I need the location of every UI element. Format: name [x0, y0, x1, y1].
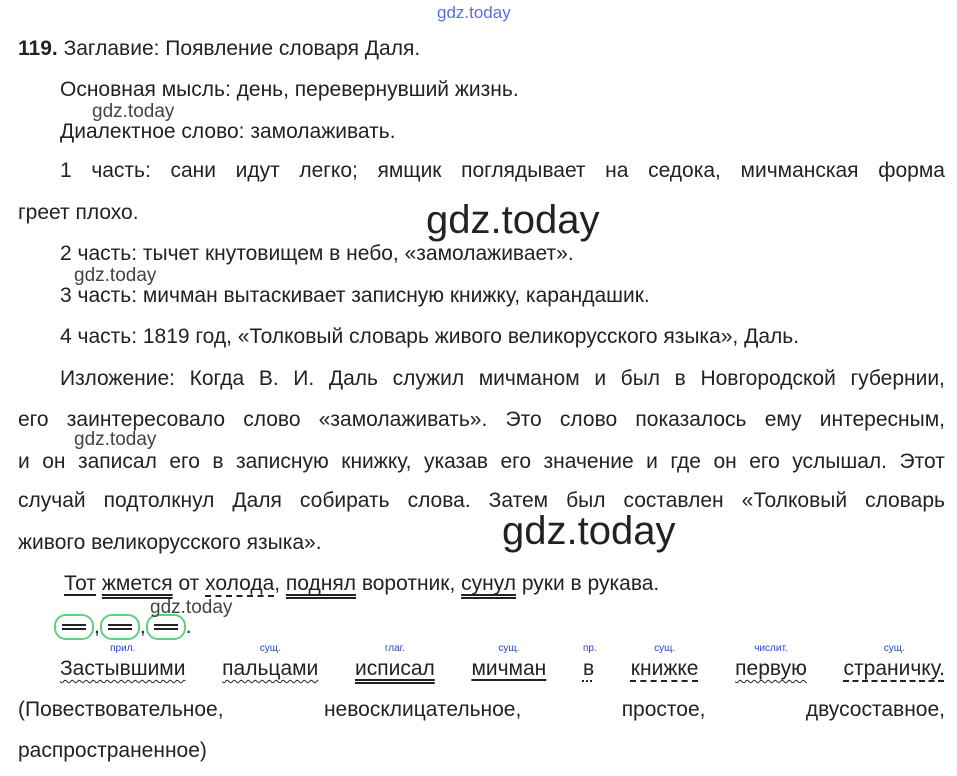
watermark-top: gdz.today — [437, 3, 511, 22]
pos-label: сущ. — [498, 643, 520, 654]
predicate-sunul: сунул — [461, 572, 517, 595]
retelling3-word: указав — [423, 450, 489, 473]
retelling2-word: показалось — [635, 408, 747, 431]
main-idea: Основная мысль: день, перевернувший жизнь. — [60, 78, 519, 101]
retelling4-word: подтолкнул — [103, 489, 215, 512]
sentence2-word-text: страничку. — [843, 657, 945, 680]
exercise-title-line — [18, 36, 420, 62]
sentence2-word-text: Застывшими — [60, 657, 186, 680]
retelling-line3 — [18, 449, 945, 475]
predicate-zhmetsya: жмется — [101, 572, 173, 595]
watermark-small-1: gdz.today — [92, 101, 175, 122]
retelling1-word: служил — [392, 367, 465, 390]
analysis-word: простое, — [621, 698, 706, 721]
predicate-oval-1 — [54, 614, 94, 640]
retelling3-word: Этот — [899, 450, 945, 473]
retelling2-word: заинтересовало — [66, 408, 226, 431]
part1-word: поглядывает — [461, 159, 586, 182]
part1-word: часть: — [91, 159, 151, 182]
retelling3-word: в — [212, 450, 224, 473]
watermark-large-2: gdz.today — [502, 509, 676, 553]
watermark-small-4: gdz.today — [150, 597, 233, 618]
part4: 4 часть: 1819 год, «Толковый словарь живого великорусского языка», Даль. — [60, 325, 800, 348]
part1-word: ямщик — [377, 159, 442, 182]
watermark-small-2: gdz.today — [74, 265, 157, 286]
retelling3-word: его — [500, 450, 532, 473]
sentence2-word — [354, 643, 435, 682]
analysis-word: двусоставное, — [805, 698, 945, 721]
retelling2-word: его — [18, 408, 49, 431]
sentence2-word — [843, 643, 945, 682]
sentence2-word-text: в — [582, 657, 595, 680]
part1-word: на — [605, 159, 629, 182]
retelling4-word: Затем — [488, 489, 549, 512]
watermark-small-3: gdz.today — [74, 429, 157, 450]
pos-label: числит. — [754, 643, 788, 654]
sentence2-word — [222, 643, 319, 682]
comma-1: , — [274, 572, 286, 595]
retelling3-word: его — [749, 450, 780, 473]
retelling1-word: в — [674, 367, 686, 390]
exercise-title: Заглавие: Появление словаря Даля. — [63, 37, 421, 60]
subject-tot: Тот — [64, 572, 97, 595]
part1-word: седока, — [648, 159, 721, 182]
analysis-word: (Повествовательное, — [18, 698, 224, 721]
pos-label: сущ. — [654, 643, 676, 654]
retelling3-word: его — [169, 450, 200, 473]
pos-label: сущ. — [259, 643, 281, 654]
predicate-podnyal: поднял — [285, 572, 356, 595]
retelling3-word: значение — [543, 450, 634, 473]
retelling1-word: Даль — [328, 367, 378, 390]
retelling4-word: составлен — [623, 489, 724, 512]
retelling4-word: был — [566, 489, 606, 512]
retelling3-word: записную — [236, 450, 329, 473]
retelling3-word: где — [670, 450, 701, 473]
retelling1-word: В. — [258, 367, 279, 390]
sentence-1 — [64, 571, 659, 597]
retelling4-word: «Толковый — [741, 489, 848, 512]
text-ruki: руки в рукава. — [516, 572, 660, 595]
sentence2-word-text: мичман — [471, 657, 547, 680]
retelling3-word: он — [42, 450, 66, 473]
retelling2-word: «замолаживать». — [318, 408, 488, 431]
retelling1-word: Изложение: — [60, 367, 175, 390]
sentence2-word — [471, 643, 547, 682]
predicate-oval-2 — [100, 614, 140, 640]
part1-word: форма — [878, 159, 945, 182]
pos-label: прил. — [110, 643, 136, 654]
pos-label: сущ. — [883, 643, 905, 654]
analysis-line1 — [18, 697, 945, 723]
analysis-line2: распространенное) — [18, 739, 207, 762]
retelling3-word: книжку, — [341, 450, 412, 473]
part1-line2: греет плохо. — [18, 201, 139, 224]
exercise-number: 119. — [18, 37, 58, 60]
part1-word: идут — [235, 159, 280, 182]
homogeneous-scheme: , , . — [54, 614, 192, 640]
part1-word: легко; — [299, 159, 358, 182]
retelling3-word: записал — [77, 450, 157, 473]
retelling2-word: ему — [764, 408, 802, 431]
retelling1-word: и — [594, 367, 607, 390]
sentence2-word — [735, 643, 807, 682]
part3: 3 часть: мичман вытаскивает записную книжку, карандашик. — [60, 284, 650, 307]
dialect-word: Диалектное слово: замолаживать. — [60, 120, 396, 143]
retelling-line2 — [18, 407, 945, 433]
retelling2-word: Это — [505, 408, 542, 431]
sentence2-word — [60, 643, 186, 682]
text-ot: от — [172, 572, 206, 595]
retelling3-word: он — [713, 450, 737, 473]
retelling3-word: услышал. — [792, 450, 888, 473]
analysis-word: невосклицательное, — [323, 698, 522, 721]
scheme-period: . — [185, 615, 192, 638]
retelling-line4 — [18, 488, 945, 514]
part1-line1 — [60, 158, 945, 184]
retelling1-word: мичманом — [478, 367, 580, 390]
part1-word: мичманская — [740, 159, 859, 182]
retelling1-word: И. — [293, 367, 315, 390]
retelling4-word: Даля — [232, 489, 282, 512]
retelling2-word: слово — [559, 408, 618, 431]
sentence2-word-text: книжке — [630, 657, 699, 680]
sentence-2 — [60, 643, 945, 682]
retelling4-word: собирать — [299, 489, 390, 512]
retelling1-word: Новгородской — [700, 367, 836, 390]
part2: 2 часть: тычет кнутовищем в небо, «замолаживает». — [60, 242, 574, 265]
retelling3-word: и — [18, 450, 30, 473]
retelling-line1 — [60, 366, 945, 392]
sentence2-word-text: первую — [735, 657, 807, 680]
retelling1-word: губернии, — [850, 367, 945, 390]
retelling2-word: интересным, — [819, 408, 945, 431]
retelling4-word: слова. — [407, 489, 471, 512]
pos-label: пр. — [582, 643, 597, 654]
pos-label: глаг. — [384, 643, 405, 654]
watermark-large-1: gdz.today — [426, 198, 600, 242]
sentence2-word-text: исписал — [354, 657, 435, 680]
retelling1-word: Когда — [189, 367, 245, 390]
part1-word: сани — [170, 159, 216, 182]
retelling-line5: живого великорусского языка». — [18, 531, 322, 554]
retelling2-word: слово — [243, 408, 301, 431]
retelling4-word: случай — [18, 489, 86, 512]
retelling4-word: словарь — [865, 489, 945, 512]
object-holoda: холода — [205, 572, 275, 595]
sentence2-word — [582, 643, 597, 682]
sentence2-word — [630, 643, 699, 682]
sentence2-word-text: пальцами — [222, 657, 319, 680]
text-vorotnik: воротник, — [356, 572, 462, 595]
retelling1-word: был — [620, 367, 661, 390]
retelling3-word: и — [646, 450, 658, 473]
part1-word: 1 — [60, 159, 72, 182]
